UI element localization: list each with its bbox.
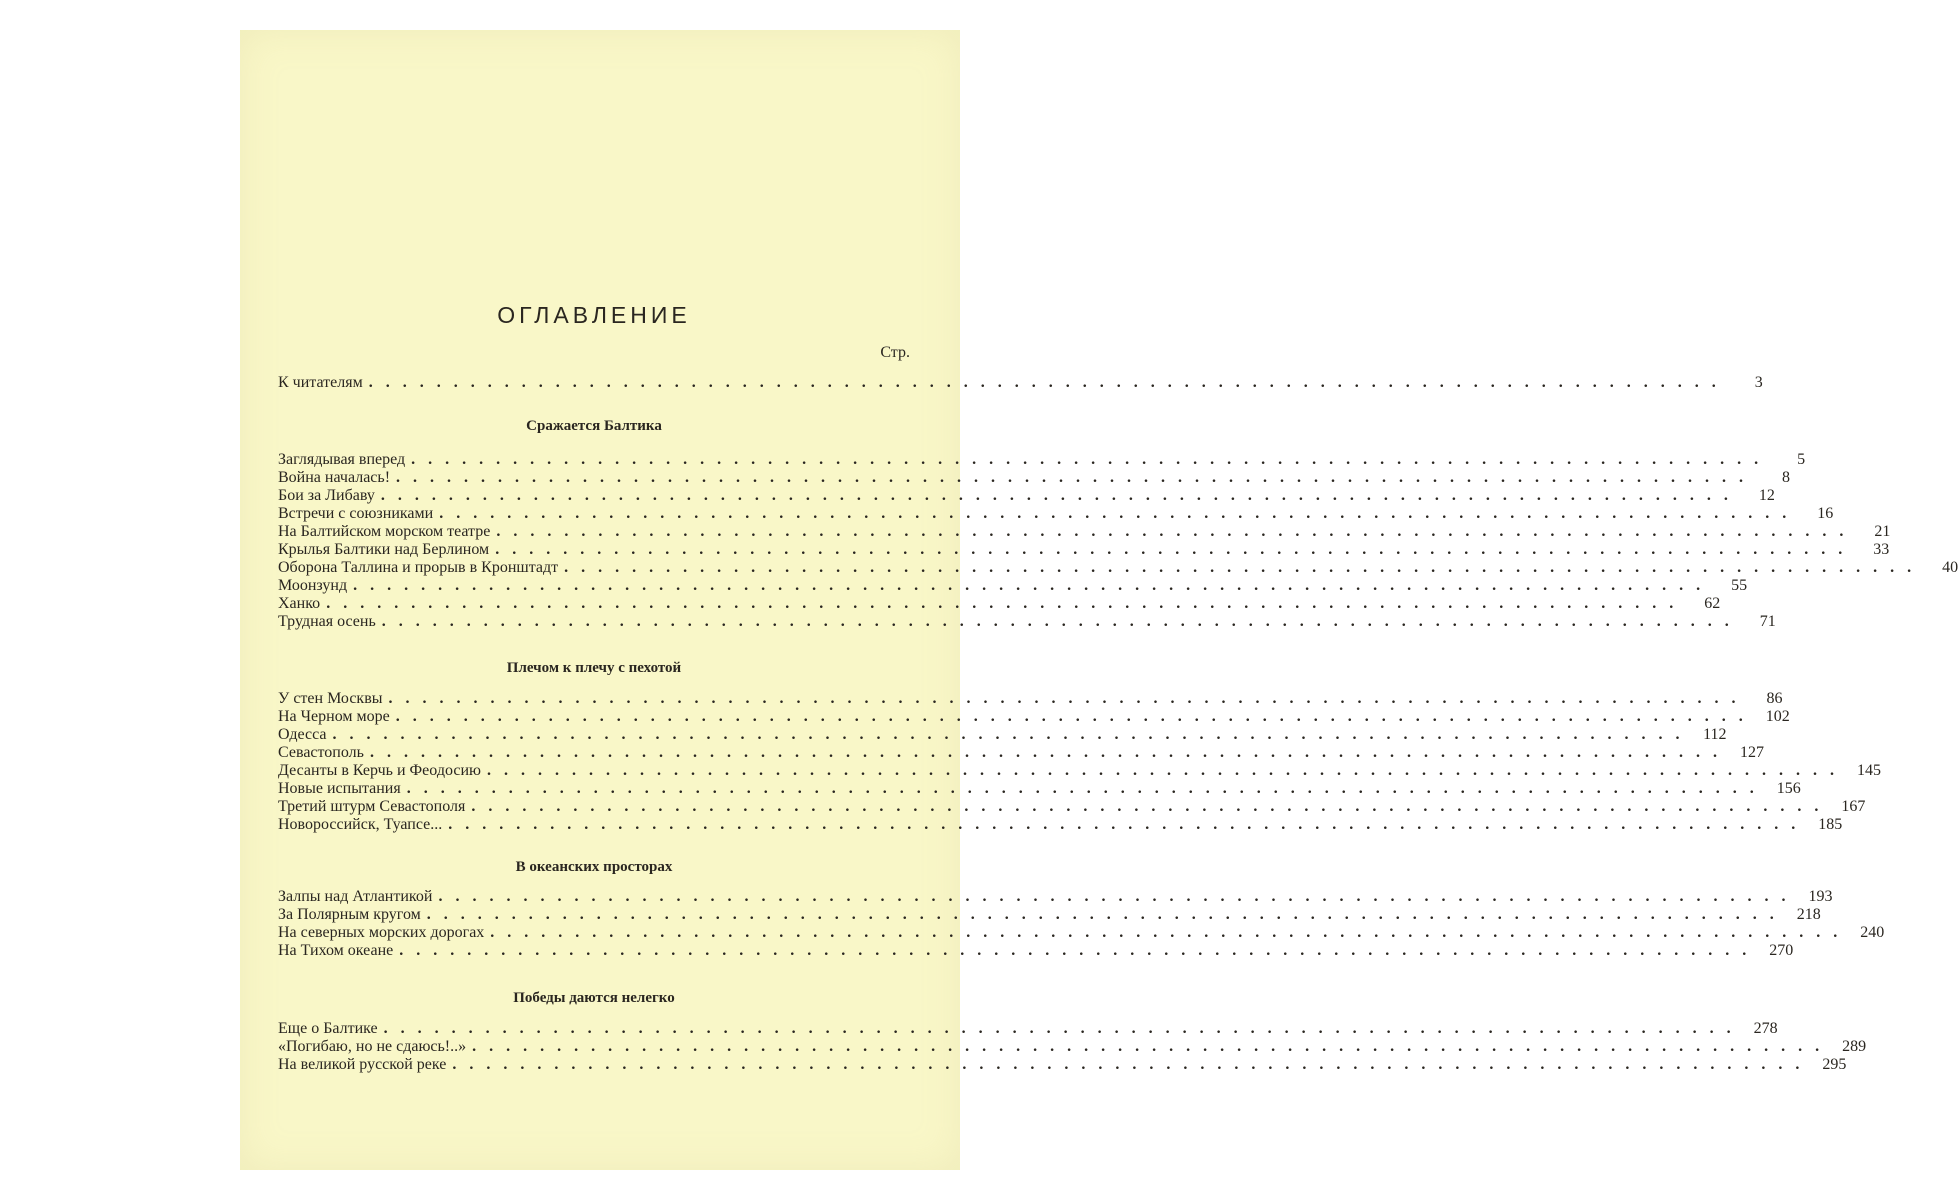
toc-entry xyxy=(278,942,1794,960)
section-heading: Плечом к плечу с пехотой xyxy=(506,660,682,676)
toc-entry-page: 240 xyxy=(1860,924,1885,941)
toc-entry-label: На Тихом океане xyxy=(278,942,394,959)
book-page xyxy=(240,30,1958,1170)
section-entries xyxy=(278,690,1881,834)
toc-entry-page: 193 xyxy=(1808,888,1833,905)
dot-leader: ................................................................................ xyxy=(439,505,1800,522)
dot-leader: ................................................................................ xyxy=(332,726,1693,743)
toc-entry-page: 71 xyxy=(1759,613,1776,630)
toc-entry-label: Новороссийск, Туапсе... xyxy=(278,816,443,833)
section-entries xyxy=(278,451,1958,631)
toc-entry-page: 185 xyxy=(1818,816,1843,833)
toc-entry-page: 278 xyxy=(1753,1020,1778,1037)
section-heading: Сражается Балтика xyxy=(526,418,662,434)
toc-entry xyxy=(278,762,1881,780)
toc-entry xyxy=(278,469,1791,487)
toc-entry-label: Десанты в Керчь и Феодосию xyxy=(278,762,481,779)
toc-entry xyxy=(278,1020,1778,1038)
toc-entry xyxy=(278,613,1776,631)
dot-leader: ................................................................................ xyxy=(388,690,1749,707)
toc-entry-label: На великой русской реке xyxy=(278,1056,447,1073)
toc-intro xyxy=(278,374,1763,392)
dot-leader: ................................................................................ xyxy=(396,469,1757,486)
toc-entry-label: Заглядывая вперед xyxy=(278,451,406,468)
toc-entry-label: Крылья Балтики над Берлином xyxy=(278,541,490,558)
toc-entry xyxy=(278,690,1783,708)
toc-entry-page: 112 xyxy=(1703,726,1727,743)
page-column-label: Стр. xyxy=(880,344,910,361)
toc-entry-label: Третий штурм Севастополя xyxy=(278,798,466,815)
toc-entry xyxy=(278,487,1775,505)
toc-entry-label: На северных морских дорогах xyxy=(278,924,485,941)
toc-entry-page: 156 xyxy=(1776,780,1801,797)
toc-entry xyxy=(278,816,1843,834)
toc-entry-page: 16 xyxy=(1817,505,1834,522)
toc-entry-page: 8 xyxy=(1782,469,1791,486)
toc-entry-page: 40 xyxy=(1942,559,1958,576)
toc-entry xyxy=(278,451,1806,469)
toc-entry-label: Залпы над Атлантикой xyxy=(278,888,433,905)
dot-leader: ................................................................................ xyxy=(395,708,1756,725)
toc-entry xyxy=(278,1056,1847,1074)
dot-leader: ................................................................................ xyxy=(326,595,1687,612)
toc-entry-page: 289 xyxy=(1842,1038,1867,1055)
toc-entry-label: Еще о Балтике xyxy=(278,1020,378,1037)
toc-entry xyxy=(278,559,1958,577)
dot-leader: ................................................................................ xyxy=(426,906,1787,923)
dot-leader: ................................................................................ xyxy=(381,613,1742,630)
dot-leader: ................................................................................ xyxy=(564,559,1925,576)
dot-leader: ................................................................................ xyxy=(399,942,1760,959)
section-heading: Победы даются нелегко xyxy=(513,990,675,1006)
toc-entry xyxy=(278,595,1721,613)
toc-entry-label: Трудная осень xyxy=(278,613,376,630)
dot-leader: ................................................................................ xyxy=(369,744,1730,761)
dot-leader: ................................................................................ xyxy=(406,780,1767,797)
toc-entry xyxy=(278,744,1764,762)
section-entries xyxy=(278,1020,1867,1074)
dot-leader: ................................................................................ xyxy=(380,487,1741,504)
dot-leader: ................................................................................ xyxy=(471,798,1832,815)
dot-leader: ................................................................................ xyxy=(448,816,1809,833)
toc-entry-label: Ханко xyxy=(278,595,321,612)
toc-entry-page: 62 xyxy=(1704,595,1721,612)
toc-entry-label: У стен Москвы xyxy=(278,690,383,707)
toc-entry xyxy=(278,505,1834,523)
toc-entry-label: Встречи с союзниками xyxy=(278,505,434,522)
dot-leader: ................................................................................ xyxy=(486,762,1847,779)
toc-entry xyxy=(278,708,1790,726)
toc-entry-page: 145 xyxy=(1856,762,1881,779)
toc-entry-page: 102 xyxy=(1765,708,1790,725)
dot-leader: ................................................................................ xyxy=(383,1020,1744,1037)
toc-entry-label: На Черном море xyxy=(278,708,390,725)
toc-entry xyxy=(278,906,1821,924)
dot-leader: ................................................................................ xyxy=(411,451,1772,468)
toc-entry-label: За Полярным кругом xyxy=(278,906,421,923)
toc-entry xyxy=(278,577,1748,595)
dot-leader: ................................................................................ xyxy=(452,1056,1813,1073)
toc-entry-page: 21 xyxy=(1874,523,1891,540)
toc-entry-label: На Балтийском морском театре xyxy=(278,523,491,540)
toc-entry-page: 86 xyxy=(1766,690,1783,707)
dot-leader: ................................................................................ xyxy=(472,1038,1833,1055)
toc-entry xyxy=(278,726,1727,744)
section-heading: В океанских просторах xyxy=(515,859,673,875)
toc-entry xyxy=(278,888,1833,906)
toc-entry-page: 33 xyxy=(1873,541,1890,558)
toc-entry-page: 127 xyxy=(1739,744,1764,761)
toc-entry-page: 295 xyxy=(1822,1056,1847,1073)
toc-entry-label: Одесса xyxy=(278,726,327,743)
toc-entry-page: 5 xyxy=(1797,451,1806,468)
toc-entry-page: 55 xyxy=(1731,577,1748,594)
toc-title: ОГЛАВЛЕНИЕ xyxy=(497,302,691,328)
dot-leader: ................................................................................ xyxy=(368,374,1729,391)
dot-leader: ................................................................................ xyxy=(438,888,1799,905)
toc-entry xyxy=(278,798,1866,816)
toc-entry-label: Бои за Либаву xyxy=(278,487,375,504)
toc-entry-label: Моонзунд xyxy=(278,577,348,594)
section-entries xyxy=(278,888,1885,960)
toc-entry-label: Севастополь xyxy=(278,744,364,761)
toc-entry-page: 12 xyxy=(1758,487,1775,504)
toc-entry-label: Оборона Таллина и прорыв в Кронштадт xyxy=(278,559,559,576)
toc-entry xyxy=(278,1038,1867,1056)
dot-leader: ................................................................................ xyxy=(496,523,1857,540)
toc-entry-label: К читателям xyxy=(278,374,363,391)
dot-leader: ................................................................................ xyxy=(495,541,1856,558)
toc-entry xyxy=(278,523,1891,541)
dot-leader: ................................................................................ xyxy=(490,924,1851,941)
toc-entry-label: «Погибаю, но не сдаюсь!..» xyxy=(278,1038,467,1055)
toc-entry-page: 3 xyxy=(1754,374,1763,391)
toc-entry xyxy=(278,374,1763,392)
toc-entry-page: 218 xyxy=(1796,906,1821,923)
toc-entry-page: 167 xyxy=(1841,798,1866,815)
toc-entry xyxy=(278,780,1801,798)
toc-entry xyxy=(278,924,1885,942)
toc-entry-page: 270 xyxy=(1769,942,1794,959)
toc-entry-label: Война началась! xyxy=(278,469,391,486)
toc-entry xyxy=(278,541,1890,559)
toc-entry-label: Новые испытания xyxy=(278,780,401,797)
dot-leader: ................................................................................ xyxy=(353,577,1714,594)
